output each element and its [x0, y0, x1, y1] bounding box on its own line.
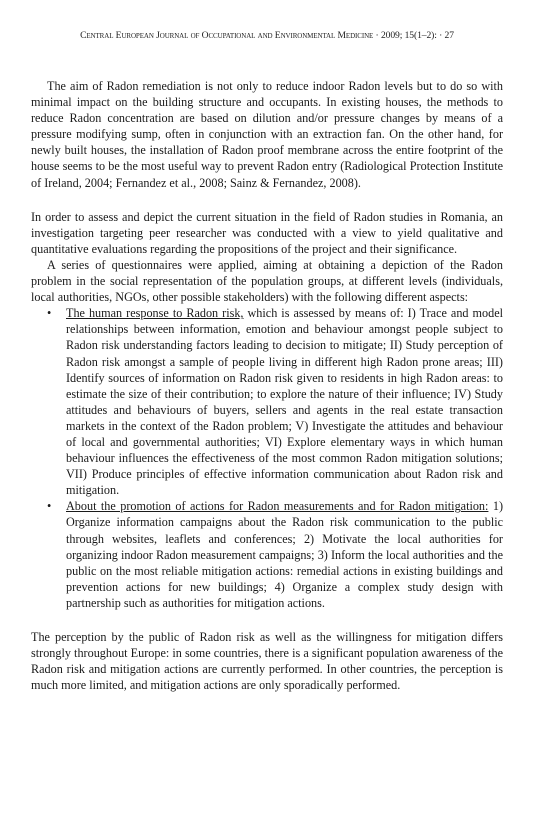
list-item-text: 1) Organize information campaigns about the Radon risk communication to the public through websites, leaflets and conferences; 2) Motivate the local authorities for organizing indoor Radon measurement campaigns; 3) Inform the local authorities and the public on the most reliable mitigation actions: remedial actions in existing buildings and prevention actions for new buildings; 4) Organize a complex study design with partnership such as authorities for mitigation actions. — [66, 499, 504, 610]
bullet-marker: • — [47, 499, 52, 514]
paragraph-public-perception: The perception by the public of Radon risk as well as the willingness for mitigation differs strongly throughout Europe: in some countries, there is a significant population awareness of the Radon risk and mitigation actions are currently performed. In other countries, the perception is much more limited, and mitigation actions are only sporadically performed. — [31, 630, 503, 693]
aspects-list — [31, 305, 503, 611]
paragraph-radon-remediation: The aim of Radon remediation is not only to reduce indoor Radon levels but to do so with minimal impact on the building structure and occupants. In existing houses, the methods to reduce Radon concentration are based on dilution and/or pressure changes by means of a pressure modifying sump, often in conjunction with an extraction fan. On the other hand, for newly built houses, the installation of Radon proof membrane across the entire footprint of the house seems to be the most useful way to prevent Radon entry (Radiological Protection Institute of Ireland, 2004; Fernandez et al., 2008; Sainz & Fernandez, 2008). — [31, 79, 503, 190]
list-item-text: which is assessed by means of: I) Trace and model relationships between information, emotion and behaviour amongst people subject to Radon risk understanding factors leading to decision to mitigate; II) Study perception of Radon risk amongst a sample of people living in different high Radon prone areas; III) Identify sources of information on Radon risk given to residents in high Radon areas: to estimate the size of their contribution; to explore the nature of their influence; IV) Study attitudes and behaviours of buyers, sellers and agents in the real estate transaction markets in the context of the Radon problem; V) Investigate the attitudes and behaviour of local and governmental authorities; VI) Explore elementary ways in which human behaviour influences the effectiveness of the most common Radon mitigation solutions; VII) Produce principles of effective information communication about Radon risk and mitigation. — [66, 306, 503, 498]
list-item — [31, 498, 503, 611]
list-item-heading: About the promotion of actions for Radon measurements and for Radon mitigation: — [66, 499, 489, 514]
running-header: Central European Journal of Occupational and Environmental Medicine · 2009; 15(1–2): · 27 — [80, 30, 454, 41]
paragraph-questionnaires: A series of questionnaires were applied, aiming at obtaining a depiction of the Radon problem in the social representation of the population groups, at different levels (individuals, local authorities, NGOs, other possible stakeholders) with the following different aspects: — [31, 257, 503, 305]
list-item-heading: The human response to Radon risk, — [66, 306, 244, 321]
paragraph-investigation: In order to assess and depict the current situation in the field of Radon studies in Romania, an investigation targeting peer researcher was conducted with a view to yield qualitative and quantitative evaluations regarding the propositions of the project and their significance. — [31, 209, 503, 256]
citation: 2009; 15(1–2): · 27 — [380, 30, 454, 41]
article-body — [31, 78, 503, 693]
bullet-marker: • — [47, 306, 52, 321]
list-item — [31, 305, 503, 498]
journal-title: Central European Journal of Occupational and Environmental Medicine — [80, 30, 374, 41]
